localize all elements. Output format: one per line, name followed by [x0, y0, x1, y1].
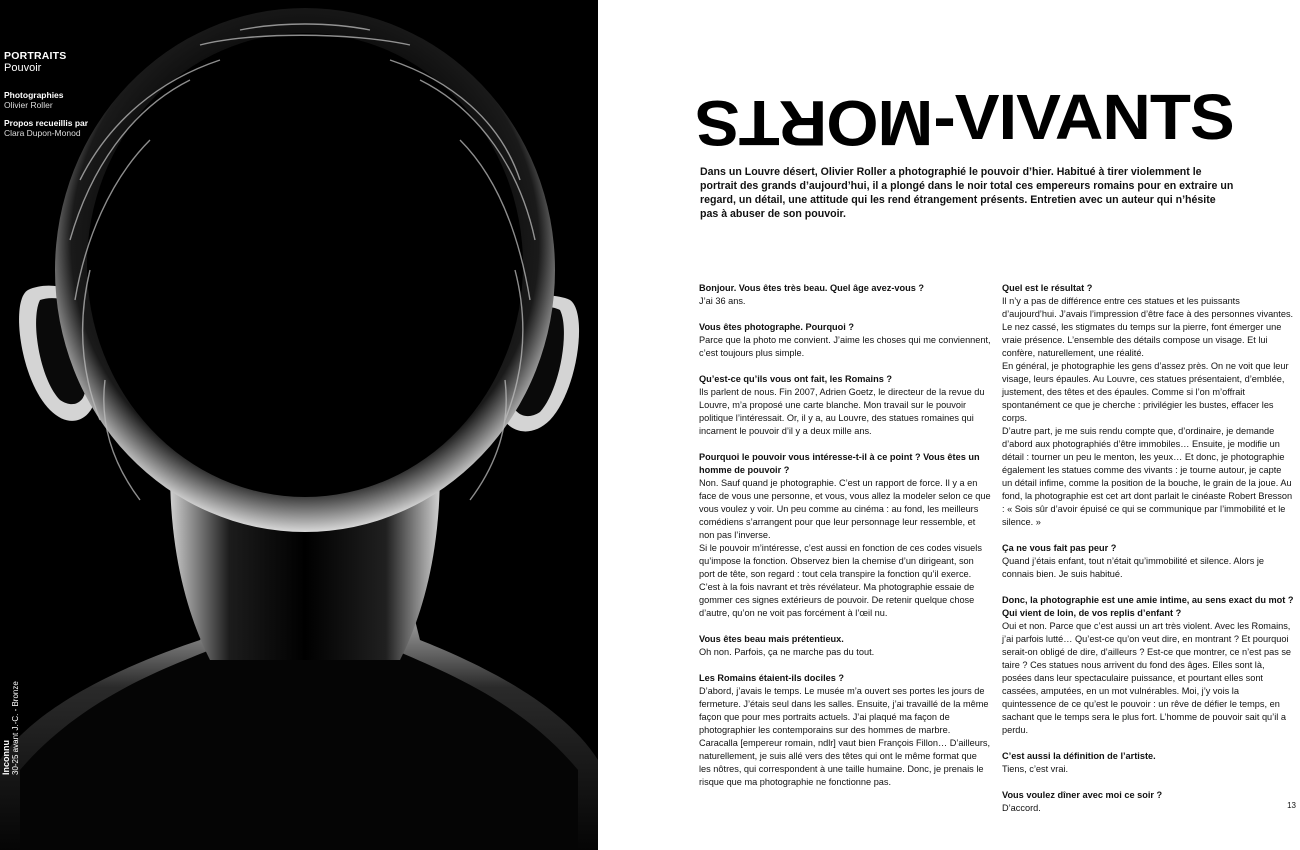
answer	[699, 646, 991, 659]
qa-block	[1002, 750, 1294, 776]
qa-block	[699, 321, 991, 360]
question: Ça ne vous fait pas peur ?	[1002, 543, 1117, 553]
interviewer-name: Clara Dupon-Monod	[4, 128, 81, 138]
intro-paragraph: Dans un Louvre désert, Olivier Roller a photographié le pouvoir d’hier. Habitué à tirer violemment le portrait des grands d’aujourd’hui, il a plongé dans le noir total ces empereurs romains pour en extraire un regard, un détail, une attitude qui les rend étrangement présents. Entretien avec un auteur qui n’hésite pas à abuser de son pouvoir.	[700, 166, 1234, 220]
answer-paragraph: Tiens, c’est vrai.	[1002, 764, 1069, 774]
answer	[699, 477, 991, 620]
answer-paragraph: D’autre part, je me suis rendu compte que, d’ordinaire, je demande d’abord aux photographiés d’être immobiles… Ensuite, je modifie un détail : tourner un peu le menton, les yeux… Et donc, je photographie également les statues comme des vivants : je tourne autour, je capte un détail infime, comme la position de la bouche, le grain de la joue. Au fond, la photographie est cet art dont parlait le cinéaste Robert Bresson : « Sois sûr d’avoir épuisé ce qui se communique par l’immobilité et le silence. »	[1002, 426, 1293, 527]
question: Vous voulez dîner avec moi ce soir ?	[1002, 790, 1163, 800]
question: Quel est le résultat ?	[1002, 283, 1093, 293]
question: Bonjour. Vous êtes très beau. Quel âge avez-vous ?	[699, 283, 924, 293]
answer-paragraph: D’abord, j’avais le temps. Le musée m’a ouvert ses portes les jours de fermeture. J’étais seul dans les salles. Ensuite, j’ai travaillé de la même façon que pour mes portraits actuels. J’ai plaqué ma façon de photographier les contemporains sur des hommes de marbre. Caracalla [empereur romain, ndlr] vaut bien François Fillon… D’ailleurs, naturellement, je suis allé vers des têtes qui ont le même format que les nôtres, qui correspondent à une taille humaine. Donc, je prenais le risque que ma photographie ne fonctionne pas.	[699, 686, 991, 787]
answer-paragraph: Si le pouvoir m’intéresse, c’est aussi en fonction de ces codes visuels qu’impose la fonction. Observez bien la chemise d’un dirigeant, son port de tête, son regard : tout cela transpire la fonction qu’il exerce. C’est à la fois navrant et très révélateur. Ma photographie essaie de gommer ces signes extérieurs de pouvoir. De retenir quelque chose d’autre, qu’on ne voit pas forcément à l’œil nu.	[699, 543, 982, 618]
interview-label: Propos recueillis par	[4, 118, 89, 128]
question: Les Romains étaient-ils dociles ?	[699, 673, 844, 683]
answer	[1002, 555, 1294, 581]
answer	[1002, 763, 1294, 776]
photo-page	[0, 0, 598, 850]
qa-block	[699, 373, 991, 438]
question: C’est aussi la définition de l’artiste.	[1002, 751, 1156, 761]
question: Donc, la photographie est une amie intime, au sens exact du mot ? Qui vient de loin, de vos replis d’enfant ?	[1002, 595, 1294, 618]
answer-paragraph: Oui et non. Parce que c’est aussi un art très violent. Avec les Romains, j’ai parfois lutté… Qu’est-ce qu’on veut dire, en montrant ? Et pourquoi serait-on obligé de dire, d’ailleurs ? Est-ce que montrer, ce n’est pas se taire ? Ces statues nous arrivent du fond des âges. Elles sont là, posées dans leur spectaculaire puissance, et pourtant elles sont cassées, amputées, en un mot vulnérables. Moi, j’y vois la quintessence de ce qu’est le pouvoir : un rêve de défier le temps, en sachant que le temps sera le plus fort. L’homme de pouvoir sait qu’il a perdu.	[1002, 621, 1292, 735]
qa-block	[1002, 542, 1294, 581]
qa-block	[699, 633, 991, 659]
photo-caption	[2, 665, 42, 775]
answer	[699, 295, 991, 308]
answer-paragraph: Ils parlent de nous. Fin 2007, Adrien Goetz, le directeur de la revue du Louvre, m’a proposé une carte blanche. Mon travail sur le pouvoir politique l’intéressait. Or, il y a, au Louvre, des statues romaines qui incarnent le pouvoir d’il y a deux mille ans.	[699, 387, 985, 436]
left-column	[699, 282, 991, 802]
qa-block	[699, 282, 991, 308]
question: Pourquoi le pouvoir vous intéresse-t-il à ce point ? Vous êtes un homme de pouvoir ?	[699, 452, 980, 475]
answer-paragraph: J’ai 36 ans.	[699, 296, 746, 306]
qa-block	[699, 451, 991, 620]
answer	[699, 685, 991, 789]
answer	[1002, 802, 1294, 815]
headline-flipped: MORTS	[696, 87, 934, 159]
answer-paragraph: En général, je photographie les gens d’assez près. On ne voit que leur visage, leurs épaules. Au Louvre, ces statues présentaient, d’emblée, justement, des têtes et des épaules. Comme si l’on m’offrait spontanément ce que je cherche : privilégier les bustes, effacer les corps.	[1002, 361, 1289, 423]
photographer-name: Olivier Roller	[4, 100, 53, 110]
answer	[699, 334, 991, 360]
right-column	[1002, 282, 1294, 828]
caption-detail: 30-25 avant J.-C. - Bronze	[11, 681, 20, 775]
answer-paragraph: Quand j’étais enfant, tout n’était qu’immobilité et silence. Alors je connais bien. Je suis habitué.	[1002, 556, 1264, 579]
answer-paragraph: Il n’y a pas de différence entre ces statues et les puissants d’aujourd’hui. J’avais l’impression d’être face à des personnes vivantes. Le nez cassé, les stigmates du temps sur la pierre, font émerger une vraie présence. L’ensemble des détails compose un visage. Et lui confère, naturellement, une réalité.	[1002, 296, 1294, 358]
qa-block	[1002, 789, 1294, 815]
page-number: 13	[1287, 801, 1296, 810]
article-page	[598, 0, 1300, 850]
answer-paragraph: Parce que la photo me convient. J’aime les choses qui me conviennent, c’est toujours plus simple.	[699, 335, 991, 358]
qa-block	[1002, 282, 1294, 529]
qa-block	[699, 672, 991, 789]
section-label: PORTRAITS	[4, 50, 67, 62]
answer	[699, 386, 991, 438]
headline-rest: -VIVANTS	[933, 81, 1234, 153]
qa-block	[1002, 594, 1294, 737]
photos-label: Photographies	[4, 90, 64, 100]
sidebar	[4, 50, 94, 146]
answer-paragraph: Non. Sauf quand je photographie. C’est un rapport de force. Il y a en face de vous une personne, et vous, vous allez la modeler selon ce que vous voulez y voir. Un peu comme au cinéma : au fond, les meilleurs comédiens s’arrangent pour que leur personnage leur ressemble, et non pas l’inverse.	[699, 478, 991, 540]
question: Qu’est-ce qu’ils vous ont fait, les Romains ?	[699, 374, 892, 384]
question: Vous êtes photographe. Pourquoi ?	[699, 322, 854, 332]
caption-title: Inconnu	[1, 740, 11, 775]
answer	[1002, 295, 1294, 529]
answer	[1002, 620, 1294, 737]
answer-paragraph: Oh non. Parfois, ça ne marche pas du tout.	[699, 647, 875, 657]
answer-paragraph: D’accord.	[1002, 803, 1041, 813]
question: Vous êtes beau mais prétentieux.	[699, 634, 844, 644]
headline	[696, 81, 1234, 159]
subsection-label: Pouvoir	[4, 62, 42, 74]
